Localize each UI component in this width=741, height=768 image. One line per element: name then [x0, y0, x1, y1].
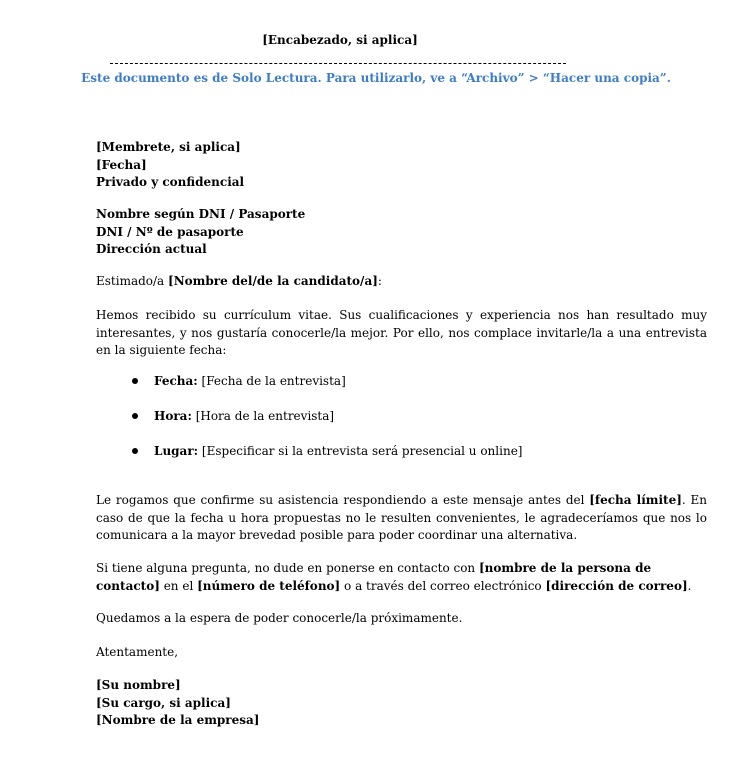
confirm-text-2: . En caso de que la fecha u hora propuestas no le resulten convenientes, le agradeceríamos que nos lo comunicara a la mayor brevedad posible para poder coordinar una alternativa.: [96, 493, 707, 542]
contact-text-4: .: [687, 578, 692, 593]
contact-text-2: en el: [159, 578, 198, 593]
detail-value: [Fecha de la entrevista]: [197, 374, 346, 388]
bullet-icon: [132, 378, 138, 384]
contact-text-3: o a través del correo electrónico: [340, 578, 546, 593]
greeting: [96, 273, 707, 291]
letterhead: [Membrete, si aplica]: [96, 140, 241, 154]
signature-name: [Su nombre]: [96, 678, 181, 692]
bullet-icon: [132, 448, 138, 454]
detail-label: Lugar:: [154, 444, 199, 458]
contact-person-placeholder: [nombre de la persona de contacto]: [96, 561, 652, 593]
detail-label: Fecha:: [154, 374, 198, 388]
candidate-name-placeholder: [Nombre del/de la candidato/a]: [168, 274, 378, 288]
interview-details-list: [96, 373, 707, 478]
header-divider: [110, 63, 566, 64]
intro-paragraph: Hemos recibido su currículum vitae. Sus cualificaciones y experiencia nos han resultado muy interesantes, y nos gustaría conocerle/la mejor. Por ello, nos complace invitarle/la a una entrevista en la siguiente fecha:: [96, 308, 707, 357]
greeting-suffix: :: [377, 274, 382, 288]
greeting-prefix: Estimado/a: [96, 274, 169, 288]
confirm-paragraph: [96, 492, 707, 545]
signoff: Atentamente,: [96, 645, 179, 659]
contact-paragraph: [96, 560, 707, 595]
recipient-address: Dirección actual: [96, 242, 207, 256]
closing-line: Quedamos a la espera de poder conocerle/la próximamente.: [96, 611, 463, 625]
signature-position: [Su cargo, si aplica]: [96, 695, 231, 710]
signature-company: [Nombre de la empresa]: [96, 713, 260, 727]
bullet-icon: [132, 413, 138, 419]
recipient-block: [96, 206, 707, 259]
header-title: [Encabezado, si aplica]: [262, 33, 418, 47]
sender-block: [96, 139, 707, 192]
confidential-label: Privado y confidencial: [96, 175, 245, 189]
phone-placeholder: [número de teléfono]: [197, 578, 341, 593]
signature-block: [96, 677, 707, 730]
detail-label: Hora:: [154, 409, 192, 423]
contact-text: Si tiene alguna pregunta, no dude en ponerse en contacto con: [96, 561, 479, 575]
list-item: [96, 373, 707, 391]
deadline-placeholder: [fecha límite]: [589, 493, 682, 507]
list-item: [96, 408, 707, 426]
recipient-id: DNI / Nº de pasaporte: [96, 224, 244, 239]
recipient-name: Nombre según DNI / Pasaporte: [96, 207, 306, 221]
confirm-text: Le rogamos que confirme su asistencia respondiendo a este mensaje antes del: [96, 493, 590, 507]
list-item: [96, 443, 707, 461]
detail-value: [Especificar si la entrevista será presencial u online]: [198, 444, 523, 458]
email-placeholder: [dirección de correo]: [545, 578, 688, 593]
date: [Fecha]: [96, 157, 147, 172]
detail-value: [Hora de la entrevista]: [191, 409, 335, 423]
read-only-notice: Este documento es de Solo Lectura. Para utilizarlo, ve a “Archivo” > “Hacer una copia”.: [81, 71, 671, 85]
